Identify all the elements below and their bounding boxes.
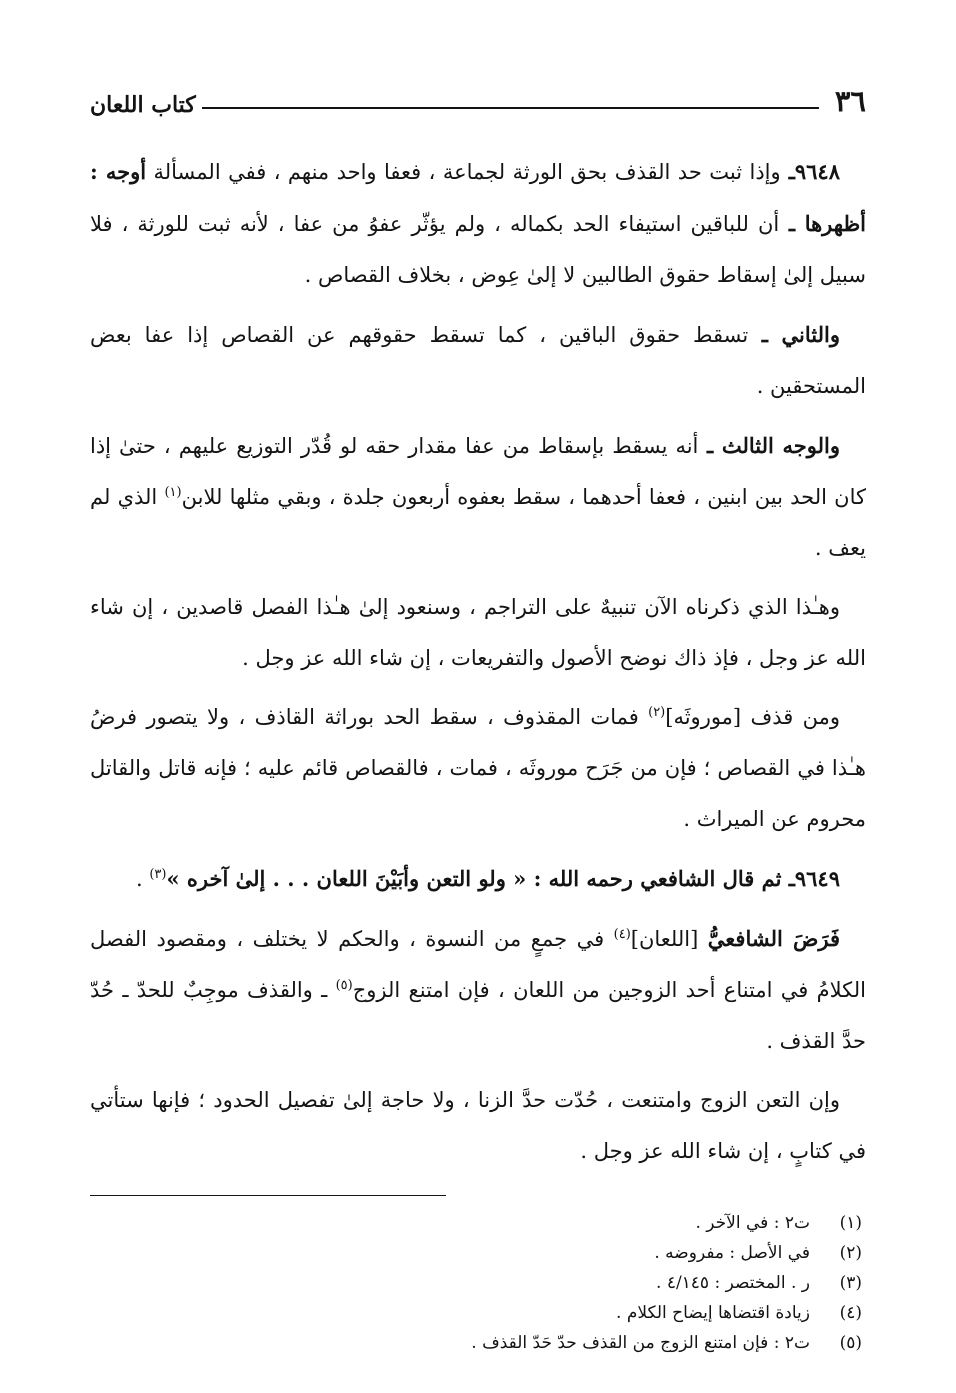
footnote-2 (90, 1238, 862, 1268)
footnote-text: زيادة اقتضاها إيضاح الكلام . (616, 1303, 810, 1323)
footnote-separator (90, 1195, 446, 1196)
text-run: [اللعان] (630, 927, 708, 951)
text-run: وإن التعن الزوج وامتنعت ، حُدّت حدَّ الزنا ، ولا حاجة إلىٰ تفصيل الحدود ؛ فإنها ستأتي في كتابٍ ، إن شاء الله عز وجل . (90, 1088, 866, 1163)
text-run: ٩٦٤٨ـ (780, 159, 840, 184)
paragraph-9648 (90, 146, 866, 301)
text-run: فَرَضَ الشافعيُّ (707, 926, 840, 951)
book-page (90, 80, 866, 1358)
footnote-mark: (٣) (839, 1273, 862, 1293)
footnote-1 (90, 1208, 862, 1238)
footnotes (90, 1208, 862, 1358)
footnote-mark: (٥) (839, 1333, 862, 1353)
footnote-text: ت٢ : في الآخر . (695, 1213, 810, 1233)
footnote-3 (90, 1268, 862, 1298)
text-run: . (135, 867, 150, 891)
text-run: وإذا ثبت حد القذف بحق الورثة لجماعة ، فعفا واحد منهم ، ففي المسألة (146, 160, 781, 184)
text-run: ـ والقذف موجِبٌ للحدّ ـ حُدّ حدَّ القذف . (90, 978, 866, 1053)
footnote-reference[interactable]: (٤) (613, 927, 631, 942)
text-run: أنه يسقط بإسقاط من عفا مقدار حقه لو قُدّر التوزيع عليهم ، حتىٰ إذا كان الحد بين ابنين ، فعفا أحدهما ، سقط بعفوه أربعون جلدة ، وبقي مثلها للابن (90, 434, 866, 509)
footnote-reference[interactable]: (١) (164, 485, 182, 500)
text-run: أن للباقين استيفاء الحد بكماله ، ولم يؤثّر عفوُ من عفا ، لأنه ثبت للورثة ، فلا سبيل إلىٰ إسقاط حقوق الطالبين لا إلىٰ عِوض ، بخلاف القصاص . (90, 212, 866, 287)
text-run: ومن قذف [موروثَه] (665, 705, 840, 729)
footnote-mark: (٢) (839, 1243, 862, 1263)
footnote-mark: (١) (839, 1213, 862, 1233)
text-run: في جمعٍ من النسوة ، والحكم لا يختلف ، ومقصود الفصل الكلامُ في امتناع أحد الزوجين من اللعان ، فإن امتنع الزوج (90, 927, 866, 1002)
paragraph-9649 (90, 853, 866, 905)
text-run: ٩٦٤٩ـ ثم قال الشافعي رحمه الله : « ولو التعن وأبَيْنَ اللعان . . . إلىٰ آخره » (166, 866, 840, 891)
paragraph-shafii (90, 913, 866, 1067)
footnote-reference[interactable]: (٥) (335, 978, 353, 993)
footnote-5 (90, 1328, 862, 1358)
text-run: والثاني ـ (748, 322, 840, 347)
page-number: ٣٦ (834, 84, 866, 118)
running-header (90, 80, 866, 116)
paragraph-note (90, 582, 866, 684)
footnote-reference[interactable]: (٣) (149, 867, 167, 882)
text-run: أوجه : أظهرها ـ (90, 159, 866, 236)
footnote-text: في الأصل : مفروضه . (654, 1243, 810, 1263)
text-run: فمات المقذوف ، سقط الحد بوراثة القاذف ، ولا يتصور فرضُ هـٰذا في القصاص ؛ فإن من جَرَح موروثَه ، فمات ، فالقصاص قائم عليه ؛ فإنه قاتل والقاتل محروم عن الميراث . (90, 705, 866, 831)
footnote-4 (90, 1298, 862, 1328)
footnote-reference[interactable]: (٢) (648, 705, 666, 720)
paragraph-second-view (90, 309, 866, 412)
text-run: الذي لم يعف . (90, 485, 866, 560)
header-rule (202, 107, 819, 109)
paragraph-inheritance (90, 692, 866, 845)
paragraph-refusal (90, 1075, 866, 1177)
footnote-text: ت٢ : فإن امتنع الزوج من القذف حدّ حَدّ القذف . (471, 1333, 810, 1353)
header-title: كتاب اللعان (90, 92, 196, 118)
body-text (90, 146, 866, 1177)
text-run: تسقط حقوق الباقين ، كما تسقط حقوقهم عن القصاص إذا عفا بعض المستحقين . (90, 323, 866, 398)
text-run: وهـٰذا الذي ذكرناه الآن تنبيهٌ على التراجم ، وسنعود إلىٰ هـٰذا الفصل قاصدين ، إن شاء الله عز وجل ، فإذ ذاك نوضح الأصول والتفريعات ، إن شاء الله عز وجل . (90, 595, 866, 670)
footnote-mark: (٤) (839, 1303, 862, 1323)
paragraph-third-view (90, 420, 866, 574)
text-run: والوجه الثالث ـ (698, 433, 840, 458)
footnote-text: ر . المختصر : ٤/١٤٥ . (656, 1273, 810, 1293)
